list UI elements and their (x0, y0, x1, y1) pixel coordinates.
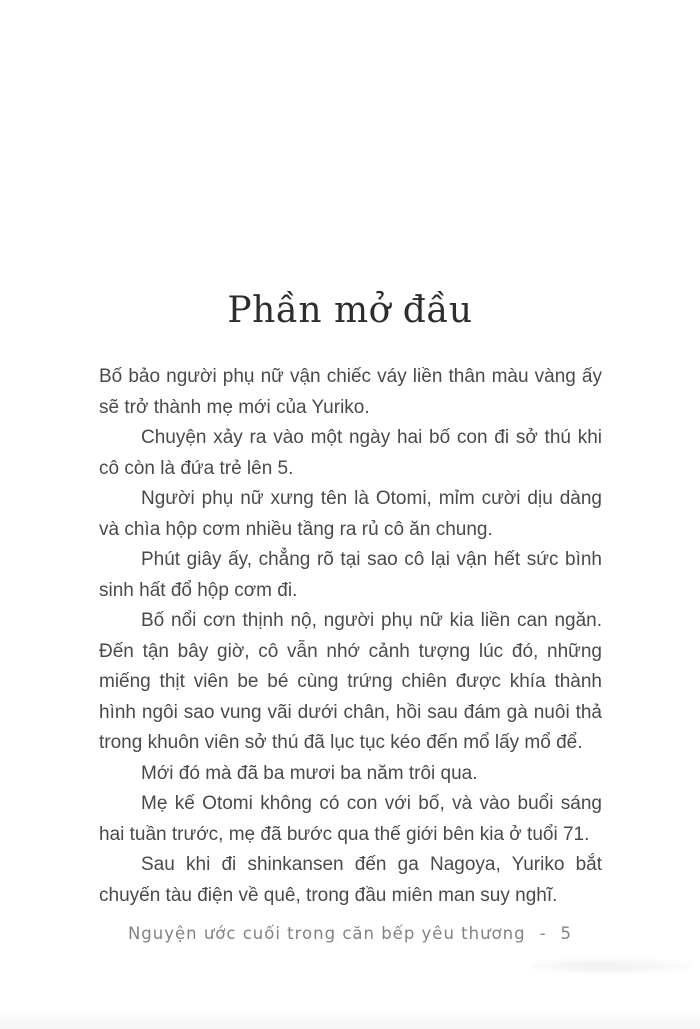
page-footer (0, 924, 700, 943)
footer-book-title: Nguyện ước cuối trong căn bếp yêu thương (127, 924, 526, 943)
paragraph: Bố nổi cơn thịnh nộ, người phụ nữ kia liền can ngăn. Đến tận bây giờ, cô vẫn nhớ cảnh tượng lúc đó, những miếng thịt viên be bé cùng trứng chiên được khía thành hình ngôi sao vung vãi dưới chân, hồi sau đám gà nuôi thả trong khuôn viên sở thú đã lục tục kéo đến mổ lấy mổ để. (99, 610, 602, 753)
paragraph: Phút giây ấy, chẳng rõ tại sao cô lại vận hết sức bình sinh hất đổ hộp cơm đi. (99, 549, 602, 601)
footer-separator: - (539, 924, 547, 943)
footer-page-number: 5 (560, 924, 573, 943)
body-text (99, 362, 602, 911)
paragraph: Chuyện xảy ra vào một ngày hai bố con đi sở thú khi cô còn là đứa trẻ lên 5. (99, 427, 602, 479)
paragraph: Mới đó mà đã ba mươi ba năm trôi qua. (141, 762, 478, 784)
chapter-title: Phần mở đầu (227, 290, 473, 331)
paragraph: Mẹ kế Otomi không có con với bố, và vào buổi sáng hai tuần trước, mẹ đã bước qua thế giới bên kia ở tuổi 71. (99, 793, 602, 845)
scan-smudge (528, 960, 693, 972)
scan-shadow (0, 1008, 700, 1029)
paragraph: Sau khi đi shinkansen đến ga Nagoya, Yuriko bắt chuyến tàu điện về quê, trong đầu miên man suy nghĩ. (99, 854, 602, 906)
paragraph: Bố bảo người phụ nữ vận chiếc váy liền thân màu vàng ấy sẽ trở thành mẹ mới của Yuriko. (99, 366, 602, 418)
paragraph: Người phụ nữ xưng tên là Otomi, mỉm cười dịu dàng và chìa hộp cơm nhiều tầng ra rủ cô ăn chung. (99, 488, 602, 540)
